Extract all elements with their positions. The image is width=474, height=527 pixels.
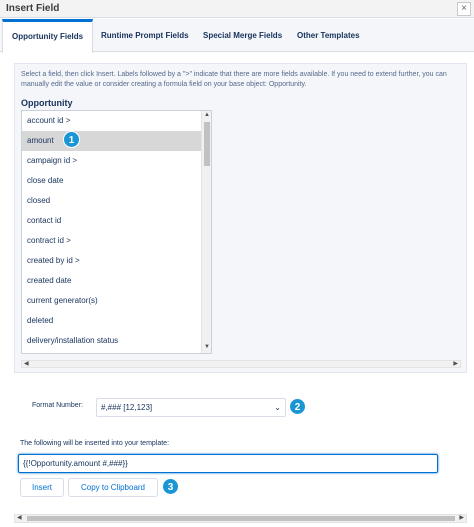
window-title: Insert Field	[6, 3, 60, 14]
title-bar	[0, 0, 474, 18]
format-number-label: Format Number:	[32, 402, 83, 409]
scrollbar-thumb[interactable]	[204, 122, 210, 166]
field-listbox[interactable]	[21, 110, 212, 354]
scroll-up-arrow-icon[interactable]: ▲	[204, 112, 210, 118]
close-icon[interactable]: ×	[457, 2, 471, 16]
list-item[interactable]: created date	[27, 276, 72, 285]
scroll-left-arrow-icon[interactable]: ◀	[24, 361, 29, 367]
step-badge-1: 1	[63, 131, 80, 148]
tab-opportunity-fields[interactable]: Opportunity Fields	[2, 19, 93, 53]
scroll-down-arrow-icon[interactable]: ▼	[204, 344, 210, 350]
insert-preview-label: The following will be inserted into your template:	[20, 440, 170, 447]
list-item[interactable]: close date	[27, 176, 64, 185]
list-vertical-scrollbar[interactable]	[201, 111, 211, 353]
tab-special-merge-fields[interactable]: Special Merge Fields	[203, 31, 283, 40]
scrollbar-thumb[interactable]	[27, 516, 455, 521]
list-item[interactable]: closed	[27, 196, 51, 205]
scroll-left-arrow-icon[interactable]: ◀	[17, 515, 22, 521]
format-number-select[interactable]	[96, 398, 286, 417]
list-item[interactable]: created by id >	[27, 256, 80, 265]
list-item[interactable]: delivery/installation status	[27, 336, 119, 345]
list-item[interactable]: contact id	[27, 216, 62, 225]
step-badge-3: 3	[162, 478, 179, 495]
scroll-right-arrow-icon[interactable]: ▶	[459, 515, 464, 521]
tab-other-templates[interactable]: Other Templates	[297, 31, 360, 40]
step-badge-2: 2	[289, 398, 306, 415]
instructions-text: Select a field, then click Insert. Labels followed by a ">" indicate that there are more fields available. If you need to extend further, you can manually edit the value or consider creating a formula field on your base object: Opportunity.	[21, 71, 447, 88]
tab-runtime-prompt-fields[interactable]: Runtime Prompt Fields	[101, 31, 189, 40]
insert-button[interactable]: Insert	[20, 478, 64, 497]
format-number-value: #,### [12,123]	[101, 403, 153, 412]
list-item[interactable]: account id >	[27, 116, 71, 125]
list-item[interactable]: current generator(s)	[27, 296, 98, 305]
list-item[interactable]: deleted	[27, 316, 54, 325]
field-picker-panel	[14, 63, 467, 373]
chevron-down-icon: ⌄	[274, 403, 281, 412]
field-list-header: Opportunity	[21, 98, 73, 108]
window-horizontal-scrollbar[interactable]	[14, 514, 467, 523]
list-item[interactable]: contract id >	[27, 236, 71, 245]
list-item-selected[interactable]: amount	[22, 131, 202, 151]
merge-field-input[interactable]: {{!Opportunity.amount #,###}}	[18, 454, 438, 473]
list-item[interactable]: campaign id >	[27, 156, 78, 165]
tab-bar	[0, 19, 474, 52]
panel-horizontal-scrollbar[interactable]	[21, 360, 461, 368]
copy-to-clipboard-button[interactable]: Copy to Clipboard	[68, 478, 158, 497]
scroll-right-arrow-icon[interactable]: ▶	[453, 361, 458, 367]
